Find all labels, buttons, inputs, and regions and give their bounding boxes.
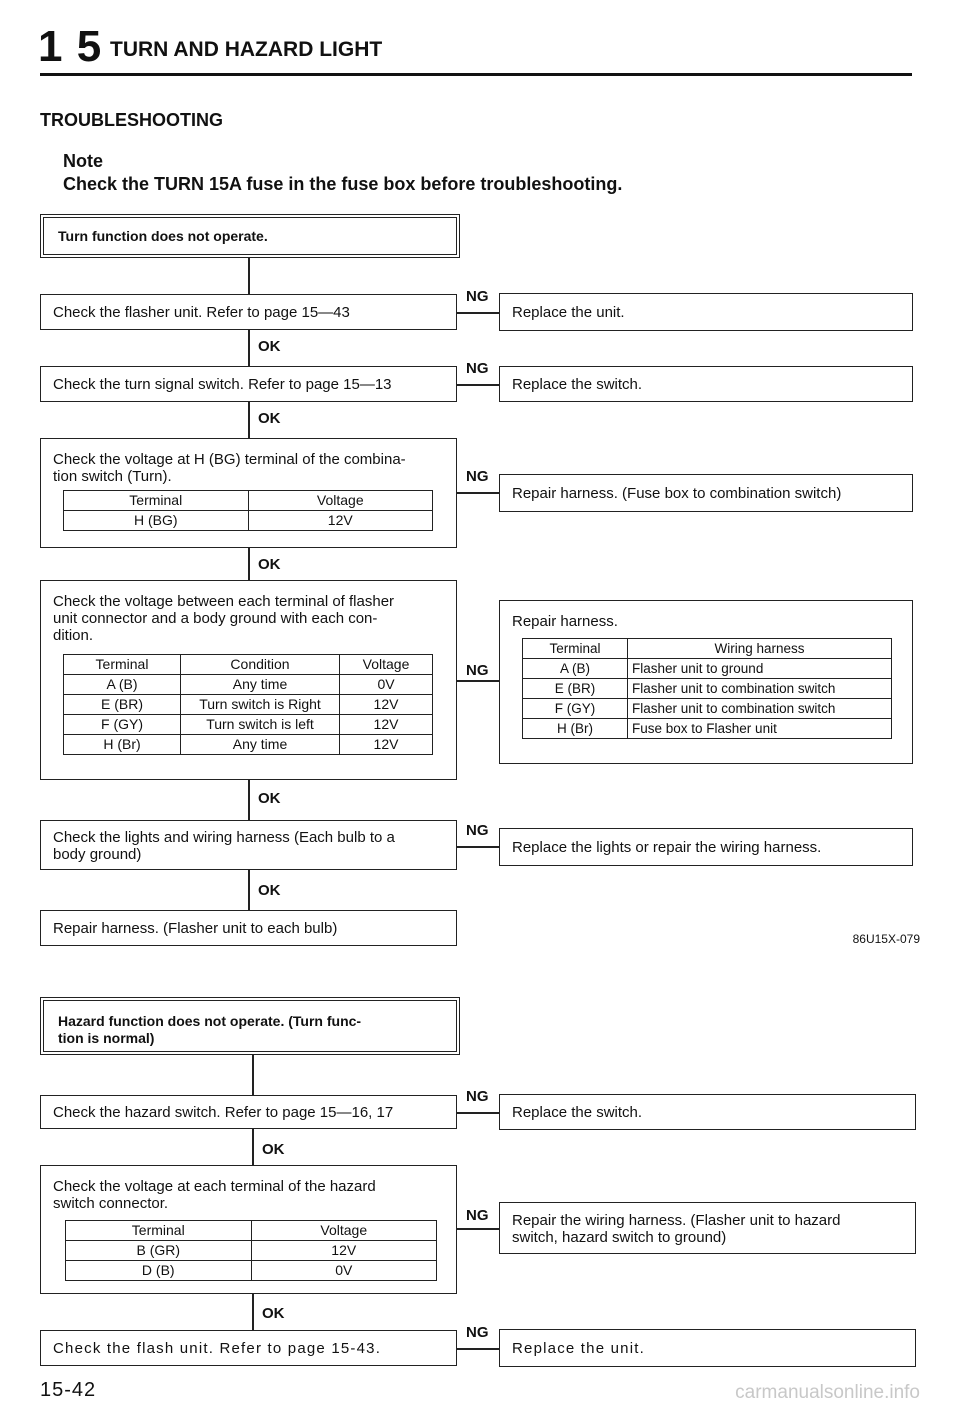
table-cell: E (BR) [523,679,628,699]
ng-connector [457,1228,499,1230]
ok-label: OK [258,790,281,807]
ng-label: NG [466,288,489,305]
hazard-step2-table [65,1220,437,1281]
flow-connector [248,870,250,910]
chapter-number: 1 5 [38,22,103,71]
hazard-step2-line1: Check the voltage at each terminal of the hazard [53,1178,376,1195]
turn-result1-box [499,293,913,331]
table-header: Voltage [340,655,433,675]
table-cell: 0V [251,1261,437,1281]
table-cell: 12V [340,715,433,735]
ng-label: NG [466,822,489,839]
turn-step3-line2: tion switch (Turn). [53,468,172,485]
hazard-step3-box [40,1330,457,1366]
table-header-row [64,655,433,675]
table-row [64,675,433,695]
hazard-result1-box [499,1094,916,1130]
table-cell: A (B) [523,659,628,679]
ok-label: OK [262,1141,285,1158]
flow-connector [248,330,250,366]
table-cell: Flasher unit to combination switch [628,699,892,719]
turn-result4-table [522,638,892,739]
hazard-result2-box [499,1202,916,1254]
table-header: Terminal [64,655,181,675]
table-cell: Turn switch is Right [181,695,340,715]
ng-label: NG [466,662,489,679]
table-row [66,1261,437,1281]
hazard-title-box [40,997,460,1055]
hazard-result2-line2: switch, hazard switch to ground) [512,1229,727,1246]
table-cell: F (GY) [64,715,181,735]
table-row [64,735,433,755]
ok-label: OK [258,556,281,573]
ng-connector [457,1348,499,1350]
table-row [64,695,433,715]
table-row [523,659,892,679]
flow-connector [252,1055,254,1095]
turn-title: Turn function does not operate. [58,228,268,244]
turn-step6-box [40,910,457,946]
table-cell: H (Br) [64,735,181,755]
ng-connector [457,384,499,386]
table-cell: Any time [181,675,340,695]
table-cell: H (Br) [523,719,628,739]
ok-label: OK [258,882,281,899]
figure-reference: 86U15X-079 [852,932,920,946]
ng-connector [457,312,499,314]
turn-step1-box [40,294,457,330]
ng-connector [457,1112,499,1114]
table-row [523,719,892,739]
header-rule [40,73,912,76]
hazard-result2-line1: Repair the wiring harness. (Flasher unit to hazard [512,1212,841,1229]
turn-step4-line2: unit connector and a body ground with each con- [53,610,378,627]
turn-result3-box [499,474,913,512]
hazard-step3-text: Check the flash unit. Refer to page 15-43. [53,1340,382,1357]
table-cell: F (GY) [523,699,628,719]
turn-step2-text: Check the turn signal switch. Refer to page 15—13 [53,376,392,393]
table-header: Terminal [66,1221,252,1241]
ng-label: NG [466,1207,489,1224]
table-row [523,679,892,699]
page-number: 15-42 [40,1379,97,1401]
ng-label: NG [466,468,489,485]
table-header-row [523,639,892,659]
turn-step6-text: Repair harness. (Flasher unit to each bulb) [53,920,338,937]
note-heading: Note [63,151,103,171]
turn-step3-table [63,490,433,531]
table-cell: E (BR) [64,695,181,715]
ng-connector [457,492,499,494]
section-title: TROUBLESHOOTING [40,110,223,130]
table-row [523,699,892,719]
hazard-step2-line2: switch connector. [53,1195,169,1212]
table-header: Wiring harness [628,639,892,659]
hazard-title-line1: Hazard function does not operate. (Turn func- [58,1013,362,1029]
hazard-step1-box [40,1095,457,1129]
turn-result2-text: Replace the switch. [512,376,643,393]
table-row [64,511,433,531]
flow-connector [248,780,250,820]
ng-connector [457,846,499,848]
hazard-result3-box [499,1329,916,1367]
turn-result2-box [499,366,913,402]
hazard-result1-text: Replace the switch. [512,1104,643,1121]
turn-step4-line1: Check the voltage between each terminal of flasher [53,593,395,610]
table-cell: Flasher unit to combination switch [628,679,892,699]
turn-result5-box [499,828,913,866]
turn-step2-box [40,366,457,402]
turn-step5-box [40,820,457,870]
table-header-row [66,1221,437,1241]
flow-connector [252,1294,254,1330]
chapter-title: TURN AND HAZARD LIGHT [110,38,383,61]
turn-step3-line1: Check the voltage at H (BG) terminal of the combina- [53,451,406,468]
turn-step4-table [63,654,433,755]
turn-result5-text: Replace the lights or repair the wiring harness. [512,839,822,856]
table-cell: 12V [340,695,433,715]
table-header: Condition [181,655,340,675]
table-header: Voltage [248,491,433,511]
table-cell: 0V [340,675,433,695]
hazard-step1-text: Check the hazard switch. Refer to page 15—16, 17 [53,1104,394,1121]
ng-connector [457,680,499,682]
ng-label: NG [466,1324,489,1341]
flow-connector [252,1129,254,1165]
ng-label: NG [466,360,489,377]
flow-connector [248,548,250,580]
watermark: carmanualsonline.info [735,1382,920,1403]
table-cell: Turn switch is left [181,715,340,735]
hazard-title-line2: tion is normal) [58,1030,155,1046]
ok-label: OK [258,338,281,355]
turn-step5-line2: body ground) [53,846,142,863]
table-row [66,1241,437,1261]
note-text: Check the TURN 15A fuse in the fuse box before troubleshooting. [63,174,623,194]
turn-result3-text: Repair harness. (Fuse box to combination switch) [512,485,842,502]
turn-step5-line1: Check the lights and wiring harness (Each bulb to a [53,829,395,846]
table-header-row [64,491,433,511]
turn-step4-line3: dition. [53,627,94,644]
hazard-result3-text: Replace the unit. [512,1340,645,1357]
table-cell: 12V [248,511,433,531]
ng-label: NG [466,1088,489,1105]
turn-title-box [40,214,460,258]
table-header: Terminal [64,491,249,511]
flow-connector [248,258,250,294]
flow-connector [248,402,250,438]
table-cell: H (BG) [64,511,249,531]
turn-result1-text: Replace the unit. [512,304,625,321]
table-cell: B (GR) [66,1241,252,1261]
turn-step1-text: Check the flasher unit. Refer to page 15—43 [53,304,350,321]
table-cell: Fuse box to Flasher unit [628,719,892,739]
table-row [64,715,433,735]
table-cell: Any time [181,735,340,755]
table-header: Voltage [251,1221,437,1241]
table-cell: Flasher unit to ground [628,659,892,679]
table-cell: 12V [340,735,433,755]
turn-result4-title: Repair harness. [512,613,618,630]
ok-label: OK [262,1305,285,1322]
table-cell: D (B) [66,1261,252,1281]
table-cell: 12V [251,1241,437,1261]
table-cell: A (B) [64,675,181,695]
table-header: Terminal [523,639,628,659]
ok-label: OK [258,410,281,427]
